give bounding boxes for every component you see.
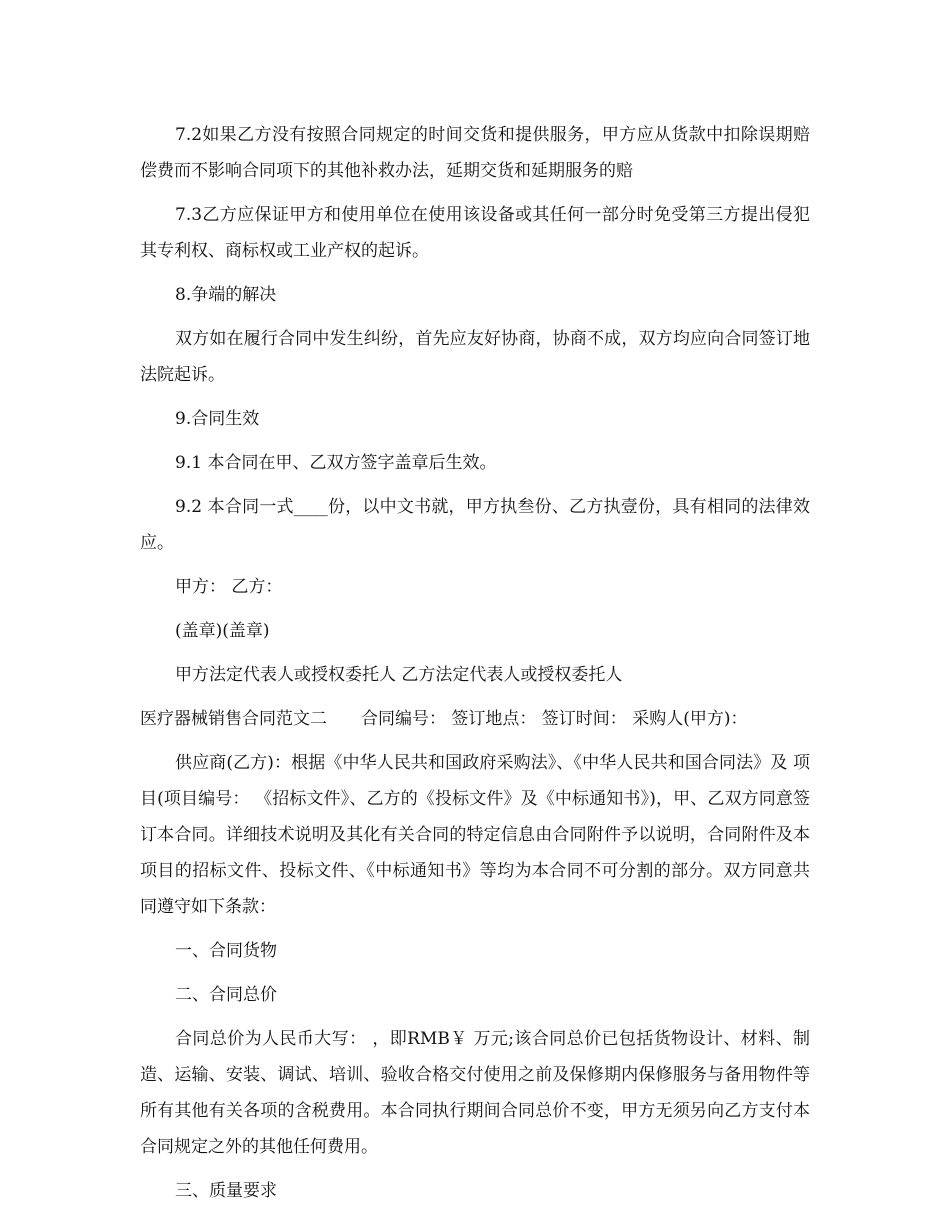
paragraph-dispute: 双方如在履行合同中发生纠纷，首先应友好协商，协商不成，双方均应向合同签订地法院起诉。 [140,329,810,385]
seal-labels: (盖章)(盖章) [175,621,270,641]
heading-contract-goods: 一、合同货物 [175,941,277,961]
heading-9-effect: 9.合同生效 [175,409,260,429]
paragraph-7-2: 7.2如果乙方没有按照合同规定的时间交货和提供服务，甲方应从货款中扣除误期赔偿费而不影响合同项下的其他补救办法，延期交货和延期服务的赔 [140,125,810,181]
paragraph-7-3: 7.3乙方应保证甲方和使用单位在使用该设备或其任何一部分时免受第三方提出侵犯其专利权、商标权或工业产权的起诉。 [140,205,810,261]
paragraph-contract-price: 合同总价为人民币大写： ，即RMB￥ 万元;该合同总价已包括货物设计、材料、制造、运输、安装、调试、培训、验收合格交付使用之前及保修期内保修服务与备用物件等所有其他有关各项的含税费用。本合同执行期间合同总价不变，甲方无须另向乙方支付本合同规定之外的其他任何费用。 [140,1029,810,1157]
paragraph-9-2: 9.2 本合同一式____份，以中文书就，甲方执叁份、乙方执壹份，具有相同的法律效应。 [140,497,810,553]
party-labels: 甲方： 乙方： [175,577,283,597]
heading-quality: 三、质量要求 [175,1181,277,1201]
document-body [140,117,810,1217]
contract-two-header: 医疗器械销售合同范文二 合同编号： 签订地点： 签订时间： 采购人(甲方)： [140,709,748,729]
heading-contract-price: 二、合同总价 [175,985,277,1005]
paragraph-9-1: 9.1 本合同在甲、乙双方签字盖章后生效。 [175,453,497,473]
representative-labels: 甲方法定代表人或授权委托人 乙方法定代表人或授权委托人 [175,665,623,685]
heading-8-dispute: 8.争端的解决 [175,285,277,305]
paragraph-supplier: 供应商(乙方)：根据《中华人民共和国政府采购法》、《中华人民共和国合同法》及 项目(项目编号： 《招标文件》、乙方的《投标文件》及《中标通知书》)，甲、乙双方同意签订本合同。详细技术说明及其化有关合同的特定信息由合同附件予以说明，合同附件及本项目的招标文件、投标文件、《中标通知书》等均为本合同不可分割的部分。双方同意共同遵守如下条款： [140,753,810,917]
